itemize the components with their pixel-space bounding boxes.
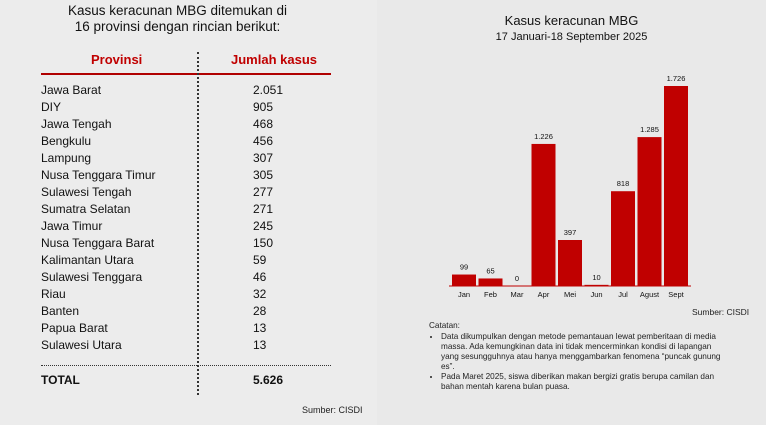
bar-agust (638, 137, 662, 286)
case-count: 305 (253, 168, 274, 182)
total-divider (41, 365, 331, 366)
x-tick-label: Apr (537, 290, 550, 299)
province-name: Jawa Timur (41, 219, 103, 233)
data-label: 818 (616, 179, 630, 189)
case-count: 468 (253, 117, 274, 131)
x-tick-label: Sept (668, 290, 684, 299)
column-header-province: Provinsi (91, 52, 143, 67)
case-count: 307 (253, 151, 274, 165)
case-count: 245 (253, 219, 274, 233)
notes-heading: Catatan: (429, 321, 460, 330)
bar-jun (585, 285, 609, 286)
chart-subtitle: 17 Januari-18 September 2025 (495, 31, 648, 43)
province-name: Sumatra Selatan (41, 202, 131, 216)
case-count: 46 (253, 270, 267, 284)
bar-mei (558, 240, 582, 286)
note-item: • Pada Maret 2025, siswa diberikan makan bergizi gratis berupa camilan dan bahan mentah karena bulan puasa. (441, 372, 729, 392)
case-count: 2.051 (253, 83, 284, 97)
table-row (41, 167, 331, 184)
chart-notes (429, 321, 729, 392)
table-row (41, 150, 331, 167)
table-row (41, 184, 331, 201)
note-item: • Data dikumpulkan dengan metode pemantauan lewat pemberitaan di media massa. Ada kemungkinan data ini tidak mencerminkan kondisi di lapangan yang sesungguhnya atau hanya menggambarkan fenomena “puncak gunung es”. (441, 332, 729, 372)
province-name: Nusa Tenggara Barat (41, 236, 155, 250)
province-name: Sulawesi Tenggara (41, 270, 143, 284)
table-row (41, 82, 331, 99)
table-row (41, 235, 331, 252)
data-label: 1.226 (534, 131, 553, 141)
data-label: 10 (592, 272, 601, 282)
table-row (41, 269, 331, 286)
province-name: Lampung (41, 151, 92, 165)
x-tick-label: Mar (510, 290, 524, 299)
data-label: 0 (514, 274, 520, 283)
province-name: Bengkulu (41, 134, 92, 148)
header-divider (41, 73, 331, 75)
table-row (41, 201, 331, 218)
table-row (41, 99, 331, 116)
province-name: Sulawesi Tengah (41, 185, 132, 199)
data-label: 1.285 (640, 125, 659, 135)
x-tick-label: Jan (457, 290, 471, 299)
case-count: 456 (253, 134, 274, 148)
x-tick-label: Agust (639, 290, 660, 299)
x-tick-label: Jun (590, 290, 603, 299)
total-label: TOTAL (41, 373, 80, 387)
chart-panel (377, 0, 766, 425)
table-title-line2: 16 provinsi dengan rincian berikut: (74, 19, 281, 34)
table-source: Sumber: CISDI (302, 405, 363, 415)
province-name: Jawa Barat (41, 83, 102, 97)
table-row (41, 286, 331, 303)
total-row (41, 372, 331, 389)
chart-title: Kasus keracunan MBG (504, 13, 639, 28)
table-row (41, 116, 331, 133)
case-count: 32 (253, 287, 267, 301)
bar-apr (532, 144, 556, 286)
chart-source: Sumber: CISDI (692, 307, 750, 317)
table-row (41, 218, 331, 235)
case-count: 271 (253, 202, 274, 216)
province-name: Banten (41, 304, 80, 318)
data-label: 65 (486, 266, 495, 276)
case-count: 59 (253, 253, 267, 267)
case-count: 277 (253, 185, 274, 199)
data-label: 397 (563, 227, 577, 237)
column-header-cases: Jumlah kasus (231, 52, 317, 67)
notes-list (429, 332, 729, 392)
table-row (41, 337, 331, 354)
province-name: Nusa Tenggara Timur (41, 168, 156, 182)
table-body (41, 82, 331, 354)
data-label: 1.726 (666, 74, 686, 83)
data-label: 99 (459, 262, 469, 272)
bar-chart (377, 0, 766, 310)
province-name: Papua Barat (41, 321, 108, 335)
bar-jan (452, 275, 476, 286)
x-tick-label: Jul (618, 290, 628, 299)
case-count: 13 (253, 338, 267, 352)
case-count: 28 (253, 304, 267, 318)
province-name: Sulawesi Utara (41, 338, 122, 352)
bar-sept (664, 86, 688, 286)
province-name: Riau (41, 287, 66, 301)
case-count: 150 (253, 236, 274, 250)
total-value: 5.626 (253, 373, 284, 387)
bar-jul (611, 191, 635, 286)
case-count: 13 (253, 321, 267, 335)
table-row (41, 320, 331, 337)
x-tick-label: Feb (484, 290, 497, 299)
bar-feb (479, 278, 503, 286)
table-row (41, 303, 331, 320)
table-title (60, 3, 295, 35)
table-row (41, 133, 331, 150)
province-name: Kalimantan Utara (41, 253, 134, 267)
case-count: 905 (253, 100, 274, 114)
table-panel (0, 0, 377, 425)
province-name: Jawa Tengah (41, 117, 112, 131)
table-title-line1: Kasus keracunan MBG ditemukan di (67, 3, 288, 18)
x-tick-label: Mei (563, 290, 577, 299)
table-row (41, 252, 331, 269)
province-name: DIY (41, 100, 62, 114)
